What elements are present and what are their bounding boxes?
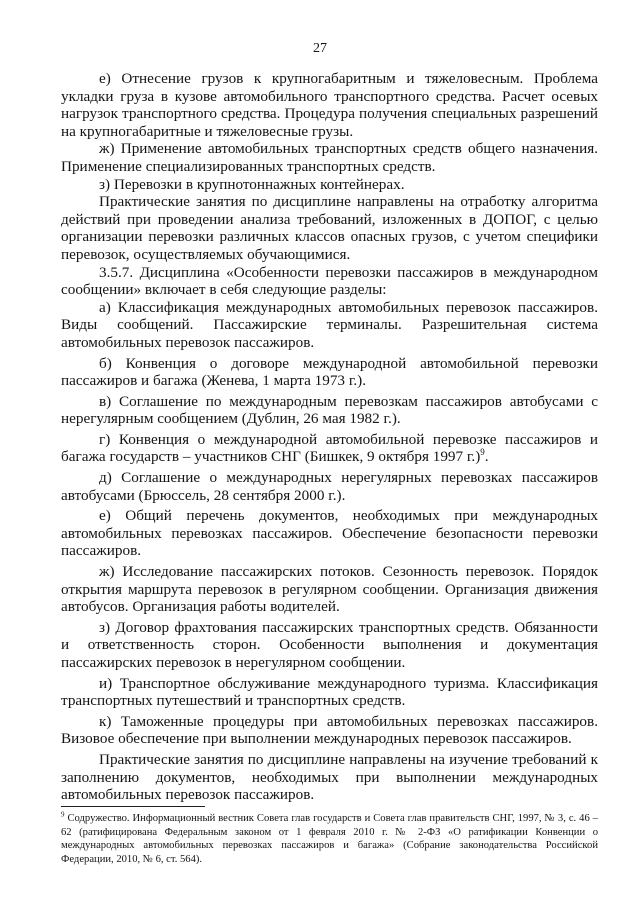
paragraph-zh-passenger-flows: ж) Исследование пассажирских потоков. Сезонность перевозок. Порядок открытия маршрута перевозок в регулярном сообщении. Организация движения автобусов. Организация работы водителей. [61,563,598,616]
paragraph-z-containers: з) Перевозки в крупнотоннажных контейнерах. [99,175,405,193]
paragraph-g-bishkek-convention [61,431,598,466]
paragraph-section-3-5-7: 3.5.7. Дисциплина «Особенности перевозки пассажиров в международном сообщении» включает в себя следующие разделы: [61,263,598,299]
paragraph-practical-dopog: Практические занятия по дисциплине направлены на отработку алгоритма действий при проведении анализа требований, изложенных в ДОПОГ, с целью организации перевозки различных классов опасных грузов, с учетом специфики перевозок, осуществляемых обучающимися. [61,193,598,263]
paragraph-k-customs: к) Таможенные процедуры при автомобильных перевозках пассажиров. Визовое обеспечение при выполнении международных перевозок пассажиров. [61,712,598,748]
paragraph-e-documents: е) Общий перечень документов, необходимых при международных автомобильных перевозках пассажиров. Обеспечение безопасности перевозки пассажиров. [61,507,598,560]
footnote [61,812,598,867]
paragraph-v-dublin-agreement: в) Соглашение по международным перевозкам пассажиров автобусами с нерегулярным сообщением (Дублин, 26 мая 1982 г.). [61,392,598,428]
footnote-reference-trailing: . [484,448,489,466]
body-text [61,70,598,804]
paragraph-b-geneva-convention: б) Конвенция о договоре международной автомобильной перевозки пассажиров и багажа (Женева, 1 марта 1973 г.). [61,354,598,390]
paragraph-d-brussels-agreement: д) Соглашение о международных нерегулярных перевозках пассажиров автобусами (Брюссель, 28 сентября 2000 г.). [61,469,598,504]
footnote-mark: 9 [61,810,65,819]
paragraph-e-oversized-cargo: е) Отнесение грузов к крупногабаритным и тяжеловесным. Проблема укладки груза в кузове автомобильного транспортного средства. Расчет осевых нагрузок транспортного средства. Процедура получения специальных разрешений на крупногабаритные и тяжеловесные грузы. [61,70,598,140]
paragraph-z-charter-contract: з) Договор фрахтования пассажирских транспортных средств. Обязанности и ответственность сторон. Особенности выполнения и документация пассажирских перевозок в нерегулярном сообщении. [61,618,598,671]
footnote-text: Содружество. Информационный вестник Совета глав государств и Совета глав правительств СНГ, 1997, № 3, с. 46 – 62 (ратифицирована Федеральным законом от 1 февраля 2010 г. № 2-ФЗ «О ратификации Конвенции о международных автомобильных перевозках пассажиров и багажа» (Собрание законодательства Российской Федерации, 2010, № 6, ст. 564). [61,813,598,866]
paragraph-i-tourism: и) Транспортное обслуживание международного туризма. Классификация транспортных путешествий и транспортных средств. [61,674,598,710]
paragraph-practical-documents: Практические занятия по дисциплине направлены на изучение требований к заполнению документов, необходимых при выполнении международных автомобильных перевозок пассажиров. [61,750,598,804]
footnote-separator [61,806,205,807]
footnote-reference-mark: 9 [480,447,485,458]
paragraph-a-classification: а) Классификация международных автомобильных перевозок пассажиров. Виды сообщений. Пассажирские терминалы. Разрешительная система автомобильных перевозок пассажиров. [61,298,598,351]
paragraph-zh-general-vehicles: ж) Применение автомобильных транспортных средств общего назначения. Применение специализированных транспортных средств. [61,140,598,175]
page-number: 27 [313,41,327,56]
paragraph-g-text: г) Конвенция о международной автомобильной перевозке пассажиров и багажа государств – участников СНГ (Бишкек, 9 октября 1997 г.) [61,430,598,466]
